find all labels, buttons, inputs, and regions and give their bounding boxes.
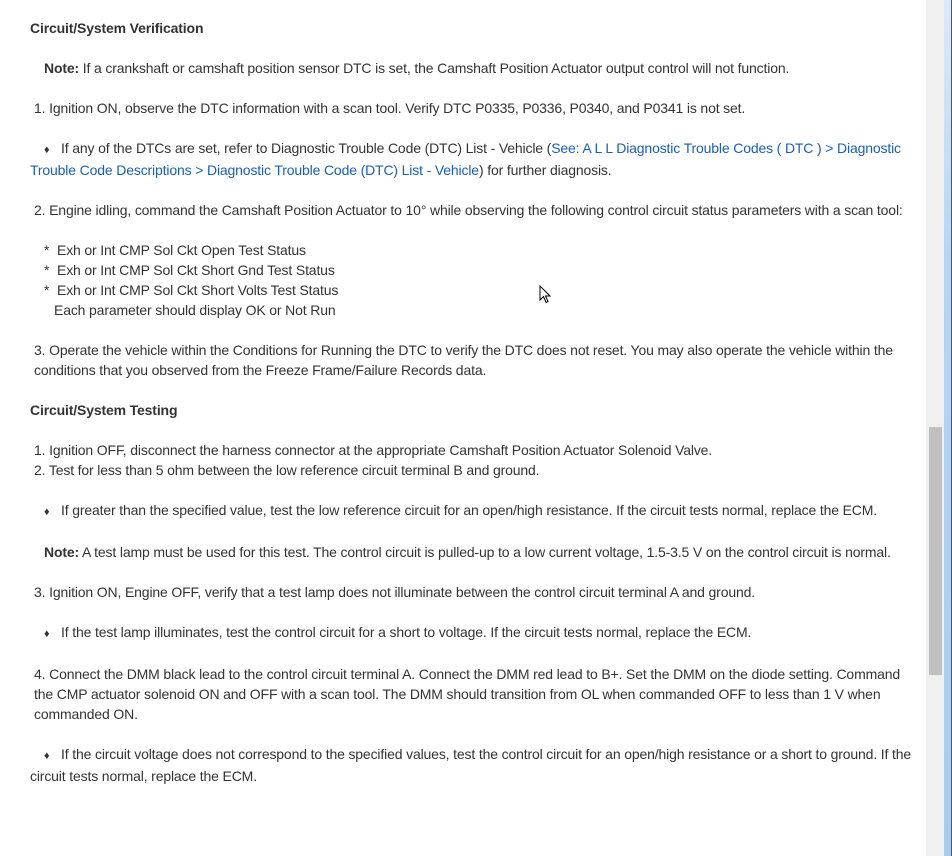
section-heading-testing: Circuit/System Testing xyxy=(30,402,178,418)
parameter-text: Exh or Int CMP Sol Ckt Open Test Status xyxy=(57,242,306,258)
diamond-bullet-icon: ♦ xyxy=(44,506,50,518)
note-text: If a crankshaft or camshaft position sensor DTC is set, the Camshaft Position Actuator output control will not function. xyxy=(79,60,790,76)
bullet-item xyxy=(30,500,914,522)
window-edge xyxy=(944,0,952,856)
diamond-bullet-icon: ♦ xyxy=(44,144,50,156)
bullet-tail: ) for further diagnosis. xyxy=(478,162,612,178)
mouse-cursor-icon xyxy=(539,285,551,304)
star-bullet-icon: * xyxy=(44,262,50,278)
bullet-text: If greater than the specified value, test the low reference circuit for an open/high resistance. If the circuit tests normal, replace the ECM. xyxy=(61,502,878,518)
step-3: 3. Operate the vehicle within the Conditions for Running the DTC to verify the DTC does not reset. You may also operate the vehicle within the conditions that you observed from the Freeze Frame/Failure Records data. xyxy=(34,342,893,378)
star-bullet-icon: * xyxy=(44,242,50,258)
note-text: A test lamp must be used for this test. The control circuit is pulled-up to a low current voltage, 1.5-3.5 V on the control circuit is normal. xyxy=(79,544,891,560)
bullet-item xyxy=(30,744,914,786)
note xyxy=(30,58,914,78)
note xyxy=(30,542,914,562)
parameter-list xyxy=(30,240,914,320)
parameter-item xyxy=(30,260,914,280)
diamond-bullet-icon: ♦ xyxy=(44,750,50,762)
parameter-text: Exh or Int CMP Sol Ckt Short Volts Test Status xyxy=(57,282,339,298)
section-heading-verification: Circuit/System Verification xyxy=(30,20,204,36)
parameter-text: Exh or Int CMP Sol Ckt Short Gnd Test Status xyxy=(57,262,335,278)
bullet-text: If the circuit voltage does not correspond to the specified values, test the control circuit for an open/high resistance or a short to ground. If the circuit tests normal, replace the ECM. xyxy=(30,746,912,784)
parameter-item xyxy=(30,240,914,260)
note-label: Note: xyxy=(44,60,80,76)
bullet-item xyxy=(30,138,914,180)
test-step-1: 1. Ignition OFF, disconnect the harness connector at the appropriate Camshaft Position Actuator Solenoid Valve. xyxy=(34,442,713,458)
test-step-3: 3. Ignition ON, Engine OFF, verify that a test lamp does not illuminate between the control circuit terminal A and ground. xyxy=(34,584,755,600)
note-label: Note: xyxy=(44,544,80,560)
test-step-4: 4. Connect the DMM black lead to the control circuit terminal A. Connect the DMM red lead to B+. Set the DMM on the diode setting. Command the CMP actuator solenoid ON and OFF with a scan tool. The DMM should transition from OL when commanded OFF to less than 1 V when commanded ON. xyxy=(34,666,901,722)
parameter-note: Each parameter should display OK or Not Run xyxy=(54,302,336,318)
scrollbar-thumb[interactable] xyxy=(929,427,942,675)
step-2: 2. Engine idling, command the Camshaft Position Actuator to 10° while observing the following control circuit status parameters with a scan tool: xyxy=(34,202,903,218)
test-step-2: 2. Test for less than 5 ohm between the low reference circuit terminal B and ground. xyxy=(34,462,540,478)
bullet-item xyxy=(30,622,914,644)
dtc-list-link[interactable]: See: A L L Diagnostic Trouble Codes ( DTC ) > Diagnostic Trouble Code Descriptions > Diagnostic Trouble Code (DTC) List - Vehicle xyxy=(30,140,901,178)
bullet-text: If any of the DTCs are set, refer to Diagnostic Trouble Code (DTC) List - Vehicle ( xyxy=(61,140,552,156)
bullet-text: If the test lamp illuminates, test the control circuit for a short to voltage. If the circuit tests normal, replace the ECM. xyxy=(61,624,752,640)
star-bullet-icon: * xyxy=(44,282,50,298)
document-content xyxy=(30,18,914,806)
parameter-item xyxy=(30,280,914,300)
diamond-bullet-icon: ♦ xyxy=(44,628,50,640)
step-1: 1. Ignition ON, observe the DTC information with a scan tool. Verify DTC P0335, P0336, P0340, and P0341 is not set. xyxy=(34,100,746,116)
